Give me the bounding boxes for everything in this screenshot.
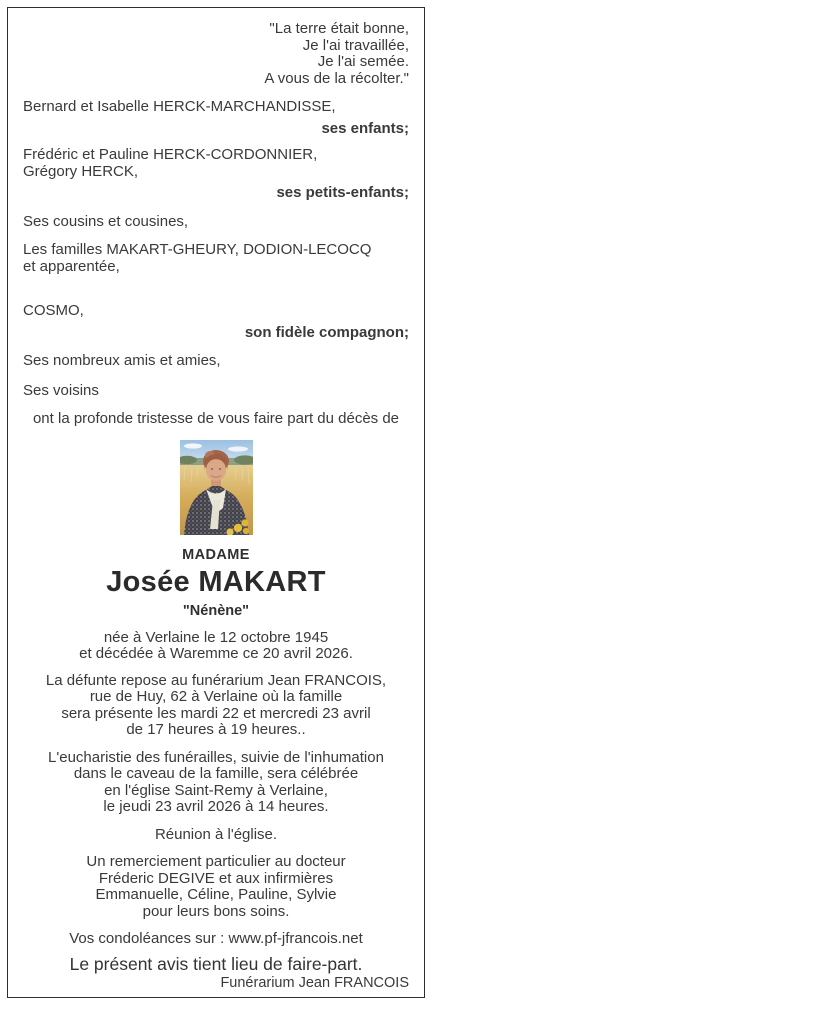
mourner-cousins: Ses cousins et cousines, [23, 212, 189, 230]
relation-companion-label: son fidèle compagnon; [244, 323, 409, 341]
mourner-friends: Ses nombreux amis et amies, [23, 352, 221, 369]
mourner-line: Grégory HERCK, [23, 162, 139, 180]
deceased-nickname: "Nénène" [182, 602, 250, 619]
relation-children-label: ses enfants; [321, 119, 409, 137]
portrait-photo [180, 440, 253, 535]
mourner-grandchildren-names [23, 147, 409, 180]
life-dates-line: née à Verlaine le 12 octobre 1945 [103, 628, 329, 646]
mourner-line: et apparentée, [23, 257, 120, 275]
relation-grandchildren-label: ses petits-enfants; [276, 184, 409, 201]
life-dates [23, 630, 409, 663]
mourner-children-names: Bernard et Isabelle HERCK-MARCHANDISSE, [23, 98, 336, 115]
ceremony-line: L'eucharistie des funérailles, suivie de l'inhumation [48, 748, 384, 766]
repose-line: sera présente les mardi 22 et mercredi 23 avril [61, 704, 371, 722]
opening-quote [23, 21, 409, 87]
deceased-name: Josée MAKART [106, 565, 326, 598]
quote-line: "La terre était bonne, [269, 20, 409, 37]
quote-line: Je l'ai semée. [317, 53, 409, 70]
funeral-home-name: Funérarium Jean FRANCOIS [220, 974, 409, 991]
ceremony-line: en l'église Saint-Remy à Verlaine, [104, 781, 328, 799]
mourner-neighbors: Ses voisins [23, 381, 99, 399]
thanks-line: pour leurs bons soins. [142, 902, 290, 920]
ceremony-line: le jeudi 23 avril 2026 à 14 heures. [103, 798, 329, 815]
announcement-text: ont la profonde tristesse de vous faire part du décès de [32, 410, 400, 427]
repose-paragraph [23, 673, 409, 739]
quote-line: A vous de la récolter." [264, 69, 409, 87]
thanks-paragraph [23, 854, 409, 920]
obituary-card [7, 7, 425, 998]
reunion-text: Réunion à l'église. [154, 825, 278, 843]
ceremony-line: dans le caveau de la famille, sera célébrée [73, 765, 359, 782]
mourner-families [23, 242, 409, 275]
mourner-companion-name: COSMO, [23, 302, 84, 319]
repose-line: La défunte repose au funérarium Jean FRANCOIS, [45, 671, 387, 689]
portrait-photo-container [23, 440, 409, 535]
deceased-title: MADAME [182, 546, 250, 563]
condolences-text: Vos condoléances sur : www.pf-jfrancois.net [69, 930, 363, 947]
ceremony-paragraph [23, 750, 409, 816]
thanks-line: Emmanuelle, Céline, Pauline, Sylvie [95, 886, 337, 903]
repose-line: rue de Huy, 62 à Verlaine où la famille [89, 688, 343, 705]
legal-notice-text: Le présent avis tient lieu de faire-part. [69, 953, 363, 974]
life-dates-line: et décédée à Waremme ce 20 avril 2026. [79, 645, 353, 662]
thanks-line: Un remerciement particulier au docteur [86, 853, 346, 870]
mourner-line: Frédéric et Pauline HERCK-CORDONNIER, [23, 146, 318, 163]
thanks-line: Fréderic DEGIVE et aux infirmières [98, 869, 334, 887]
mourner-line: Les familles MAKART-GHEURY, DODION-LECOCQ [23, 241, 372, 258]
quote-line: Je l'ai travaillée, [302, 36, 409, 54]
repose-line: de 17 heures à 19 heures.. [126, 721, 306, 738]
